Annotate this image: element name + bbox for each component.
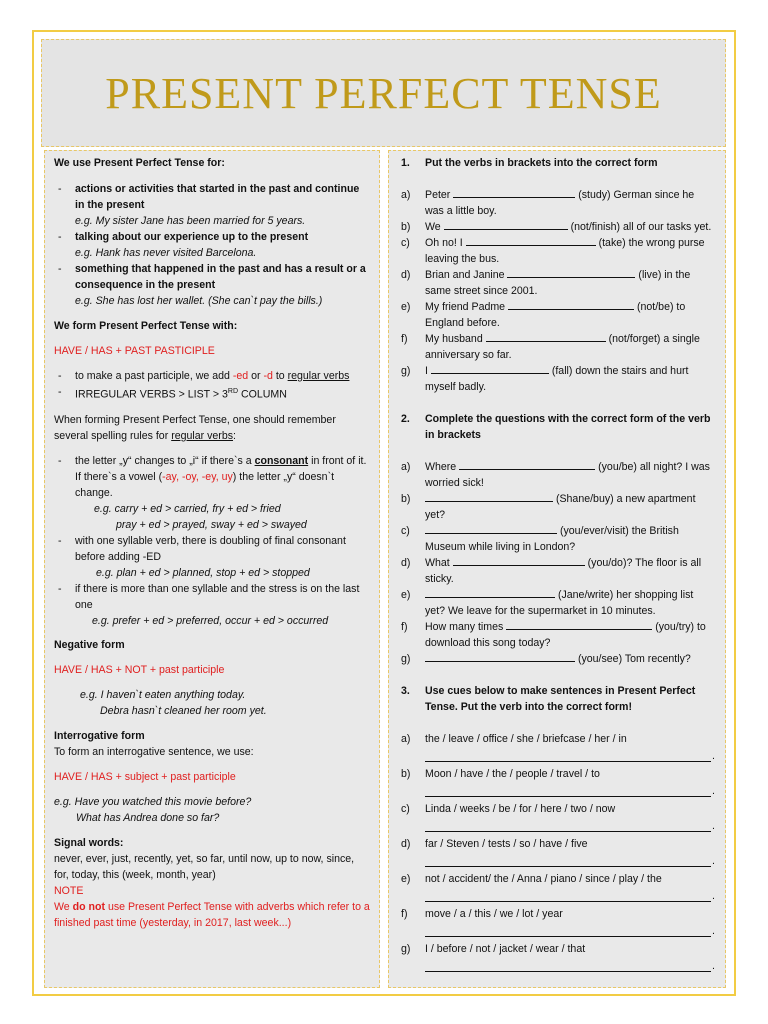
exercise-item: [401, 766, 715, 782]
exercise-item: [401, 619, 715, 651]
item-label: a): [401, 733, 411, 745]
line-end: .: [712, 890, 715, 902]
answer-blank[interactable]: [425, 651, 575, 662]
item-text: [425, 651, 691, 667]
use-item: - actions or activities that started in the past and continue in the present e.g. My sister Jane has been married for 5 years.: [58, 183, 360, 227]
exercise-item: [401, 555, 715, 587]
exercise-item: [401, 299, 715, 331]
exercise-instruction: Put the verbs in brackets into the correct form: [425, 157, 658, 169]
item-label: b): [401, 768, 411, 780]
negative-example: e.g. I haven`t eaten anything today.: [80, 688, 246, 701]
rule-y-example: pray + ed > prayed, sway + ed > swayed: [116, 518, 307, 531]
exercise-item: [401, 906, 715, 922]
item-label: e): [401, 873, 411, 885]
item-text: [425, 491, 715, 523]
line-end: .: [712, 925, 715, 937]
item-suffix: (study) German since he was a little boy.: [425, 189, 695, 217]
answer-blank[interactable]: [466, 235, 596, 246]
use-item: - something that happened in the past and has a result or a consequence in the present e.g. She has lost her wallet. (She can`t pay the bills.): [58, 263, 366, 307]
exercise-instruction: Use cues below to make sentences in Present Perfect Tense. Put the verb into the correct form!: [425, 685, 696, 713]
participle-or: or: [248, 370, 264, 382]
exercise-item: [401, 363, 715, 395]
item-label: b): [401, 493, 411, 505]
interrogative-example: e.g. Have you watched this movie before?: [54, 795, 252, 808]
answer-line[interactable]: [425, 747, 715, 762]
rule-stress-example: e.g. prefer + ed > preferred, occur + ed > occurred: [92, 614, 329, 627]
grammar-explanation-column: [44, 150, 380, 988]
item-label: g): [401, 653, 411, 665]
answer-blank[interactable]: [425, 523, 557, 534]
negative-heading: Negative form: [54, 638, 125, 651]
item-suffix: (not/finish) all of our tasks yet.: [567, 221, 712, 233]
item-label: g): [401, 943, 411, 955]
irregular-rule: - IRREGULAR VERBS > LIST > 3RD COLUMN: [58, 386, 287, 401]
exercise-item: [401, 587, 715, 619]
item-cue: I / before / not / jacket / wear / that: [425, 943, 586, 955]
exercise-3-heading: [401, 683, 715, 715]
spelling-intro: [54, 412, 370, 444]
regular-verbs-text: regular verbs: [287, 370, 350, 382]
item-text: [425, 187, 715, 219]
item-text: [425, 619, 715, 651]
irregular-column: COLUMN: [238, 388, 287, 401]
exercise-item: [401, 871, 715, 887]
note-text-a: We: [54, 900, 73, 913]
note-do-not: do not: [72, 900, 106, 913]
item-label: e): [401, 301, 411, 313]
item-suffix: (take) the wrong purse leaving the bus.: [425, 237, 705, 265]
item-label: d): [401, 838, 411, 850]
exercise-item: [401, 941, 715, 957]
item-suffix: (you/ever/visit) the British Museum while living in London?: [425, 525, 679, 553]
item-label: e): [401, 589, 411, 601]
exercise-item: [401, 219, 715, 235]
item-text: [425, 587, 715, 619]
participle-text: to make a past participle, we add: [75, 370, 233, 382]
item-suffix: (fall) down the stairs and hurt myself badly.: [425, 365, 689, 393]
answer-blank[interactable]: [444, 219, 568, 230]
exercise-item: [401, 235, 715, 267]
exercise-number: 2.: [401, 413, 410, 425]
rule-y-text-3: ) the letter „y“ doesn`t change.: [75, 470, 335, 499]
line-end: .: [712, 785, 715, 797]
item-prefix: We: [425, 221, 444, 233]
negative-example: Debra hasn`t cleaned her room yet.: [100, 704, 267, 717]
rule-doubling-example: e.g. plan + ed > planned, stop + ed > stopped: [96, 566, 310, 579]
item-suffix: (you/do)? The floor is all sticky.: [425, 557, 702, 585]
item-prefix: How many times: [425, 621, 507, 633]
irregular-text: IRREGULAR VERBS > LIST > 3: [75, 388, 228, 401]
spelling-rule-stress: - if there is more than one syllable and the stress is on the last one: [54, 581, 370, 613]
item-label: f): [401, 621, 408, 633]
item-suffix: (not/be) to England before.: [425, 301, 686, 329]
exercise-2-heading: [401, 411, 715, 443]
exercises-column: [388, 150, 726, 988]
d-suffix: -d: [263, 370, 273, 382]
form-formula: HAVE / HAS + PAST PASTICIPLE: [54, 345, 215, 357]
item-prefix: Where: [425, 461, 460, 473]
exercise-2-list: [401, 459, 715, 667]
interrogative-formula: HAVE / HAS + subject + past participle: [54, 770, 236, 783]
exercise-item: [401, 491, 715, 523]
note-text-c: use Present Perfect Tense with adverbs which refer to a finished past time (yesterday, in 2017, last week...): [54, 900, 370, 929]
answer-line[interactable]: [425, 887, 715, 902]
exercise-item: [401, 836, 715, 852]
title-banner: [41, 39, 726, 147]
participle-to: to: [272, 370, 288, 382]
spelling-colon: :: [233, 429, 236, 442]
use-heading: We use Present Perfect Tense for:: [54, 157, 225, 169]
item-prefix: My friend Padme: [425, 301, 509, 313]
answer-blank[interactable]: [425, 491, 553, 502]
spelling-rule-y: - the letter „y“ changes to „i“ if there`s a consonant in front of it. If there`s a vowel (-ay, -oy, -ey, uy) the letter „y“ doesn`t change.: [58, 454, 367, 499]
ed-suffix: -ed: [232, 370, 249, 382]
answer-blank[interactable]: [506, 619, 652, 630]
item-cue: move / a / this / we / lot / year: [425, 908, 563, 920]
item-suffix: (you/be) all night? I was worried sick!: [425, 461, 710, 489]
item-prefix: I: [425, 365, 431, 377]
use-text: actions or activities that started in the past and continue in the present: [75, 183, 360, 211]
exercise-item: [401, 651, 715, 667]
item-cue: Linda / weeks / be / for / here / two / now: [425, 803, 616, 815]
rule-y-example: e.g. carry + ed > carried, fry + ed > fried: [94, 502, 281, 515]
line-end: .: [712, 855, 715, 867]
form-heading: We form Present Perfect Tense with:: [54, 320, 238, 332]
exercise-1-heading: [401, 155, 715, 171]
item-prefix: Brian and Janine: [425, 269, 508, 281]
answer-line[interactable]: [425, 957, 715, 972]
answer-line[interactable]: [425, 922, 715, 937]
vowel-endings: -ay, -oy, -ey, uy: [162, 470, 233, 483]
line-end: .: [712, 960, 715, 972]
item-text: [425, 299, 715, 331]
answer-line[interactable]: [425, 782, 715, 797]
item-label: g): [401, 365, 411, 377]
item-label: c): [401, 237, 410, 249]
item-cue: Moon / have / the / people / travel / to: [425, 768, 600, 780]
spelling-regular-verbs: regular verbs: [171, 429, 234, 442]
negative-formula: HAVE / HAS + NOT + past participle: [54, 663, 225, 676]
consonant-word: consonant: [254, 454, 309, 467]
item-text: [425, 523, 715, 555]
use-example: e.g. Hank has never visited Barcelona.: [75, 247, 257, 259]
item-cue: the / leave / office / she / briefcase / her / in: [425, 733, 627, 745]
item-text: [425, 235, 715, 267]
use-example: e.g. My sister Jane has been married for 5 years.: [75, 215, 306, 227]
use-item: - talking about our experience up to the present e.g. Hank has never visited Barcelona.: [58, 231, 309, 259]
item-prefix: Oh no! I: [425, 237, 466, 249]
item-suffix: (live) in the same street since 2001.: [425, 269, 691, 297]
spelling-intro-text: When forming Present Perfect Tense, one should remember several spelling rules for: [54, 413, 336, 442]
answer-line[interactable]: [425, 817, 715, 832]
exercise-item: [401, 801, 715, 817]
rule-doubling-text: with one syllable verb, there is doubling of final consonant before adding -ED: [75, 534, 346, 563]
ordinal-suffix: RD: [227, 388, 239, 395]
exercise-item: [401, 187, 715, 219]
item-label: a): [401, 189, 411, 201]
use-text: talking about our experience up to the present: [75, 231, 309, 243]
item-text: [425, 555, 715, 587]
item-text: [425, 459, 715, 491]
line-end: .: [712, 750, 715, 762]
answer-blank[interactable]: [507, 267, 635, 278]
line-end: .: [712, 820, 715, 832]
exercise-item: [401, 459, 715, 491]
item-cue: far / Steven / tests / so / have / five: [425, 838, 588, 850]
exercise-number: 1.: [401, 157, 410, 169]
use-text: something that happened in the past and has a result or a consequence in the present: [75, 263, 366, 291]
item-prefix: Peter: [425, 189, 454, 201]
participle-rule: - to make a past participle, we add -ed or -d to regular verbs: [58, 370, 350, 382]
exercise-1-list: [401, 187, 715, 395]
answer-line[interactable]: [425, 852, 715, 867]
exercise-3-list: [401, 731, 715, 972]
item-text: [425, 363, 715, 395]
item-label: c): [401, 525, 410, 537]
item-cue: not / accident/ the / Anna / piano / since / play / the: [425, 873, 662, 885]
item-prefix: What: [425, 557, 453, 569]
item-suffix: (Jane/write) her shopping list yet? We leave for the supermarket in 10 minutes.: [425, 589, 694, 617]
item-label: c): [401, 803, 410, 815]
item-text: [425, 331, 715, 363]
item-label: d): [401, 557, 411, 569]
item-suffix: (you/see) Tom recently?: [575, 653, 691, 665]
interrogative-intro: To form an interrogative sentence, we use:: [54, 745, 254, 758]
exercise-instruction: Complete the questions with the correct form of the verb in brackets: [425, 413, 711, 441]
page-title: PRESENT PERFECT TENSE: [105, 68, 662, 118]
exercise-item: [401, 523, 715, 555]
item-suffix: (Shane/buy) a new apartment yet?: [425, 493, 696, 521]
item-prefix: My husband: [425, 333, 486, 345]
exercise-item: [401, 331, 715, 363]
item-label: f): [401, 333, 408, 345]
interrogative-example: What has Andrea done so far?: [76, 811, 220, 824]
spelling-rule-doubling: - with one syllable verb, there is doubling of final consonant before adding -ED: [54, 533, 370, 565]
answer-blank[interactable]: [508, 299, 634, 310]
answer-blank[interactable]: [459, 459, 595, 470]
item-text: [425, 267, 715, 299]
signal-words-text: never, ever, just, recently, yet, so far, until now, up to now, since, for, today, this (week, month, year): [54, 852, 355, 881]
rule-y-text: the letter „y“ changes to „i“ if there`s a: [75, 454, 255, 467]
item-label: d): [401, 269, 411, 281]
exercise-number: 3.: [401, 685, 410, 697]
exercise-item: [401, 731, 715, 747]
signal-words-heading: Signal words:: [54, 836, 124, 849]
item-label: b): [401, 221, 411, 233]
item-suffix: (not/forget) a single anniversary so far.: [425, 333, 700, 361]
note-text: [54, 899, 370, 931]
exercise-item: [401, 267, 715, 299]
item-label: a): [401, 461, 411, 473]
rule-y-text-2: in front of it. If there`s a vowel (: [75, 454, 367, 483]
rule-stress-text: if there is more than one syllable and the stress is on the last one: [75, 582, 360, 611]
answer-blank[interactable]: [453, 187, 575, 198]
answer-blank[interactable]: [431, 363, 549, 374]
item-label: f): [401, 908, 408, 920]
answer-blank[interactable]: [486, 331, 606, 342]
item-suffix: (you/try) to download this song today?: [425, 621, 706, 649]
note-heading: NOTE: [54, 884, 84, 897]
item-text: [425, 219, 711, 235]
interrogative-heading: Interrogative form: [54, 729, 145, 742]
answer-blank[interactable]: [453, 555, 585, 566]
answer-blank[interactable]: [425, 587, 555, 598]
use-example: e.g. She has lost her wallet. (She can`t pay the bills.): [75, 295, 323, 307]
